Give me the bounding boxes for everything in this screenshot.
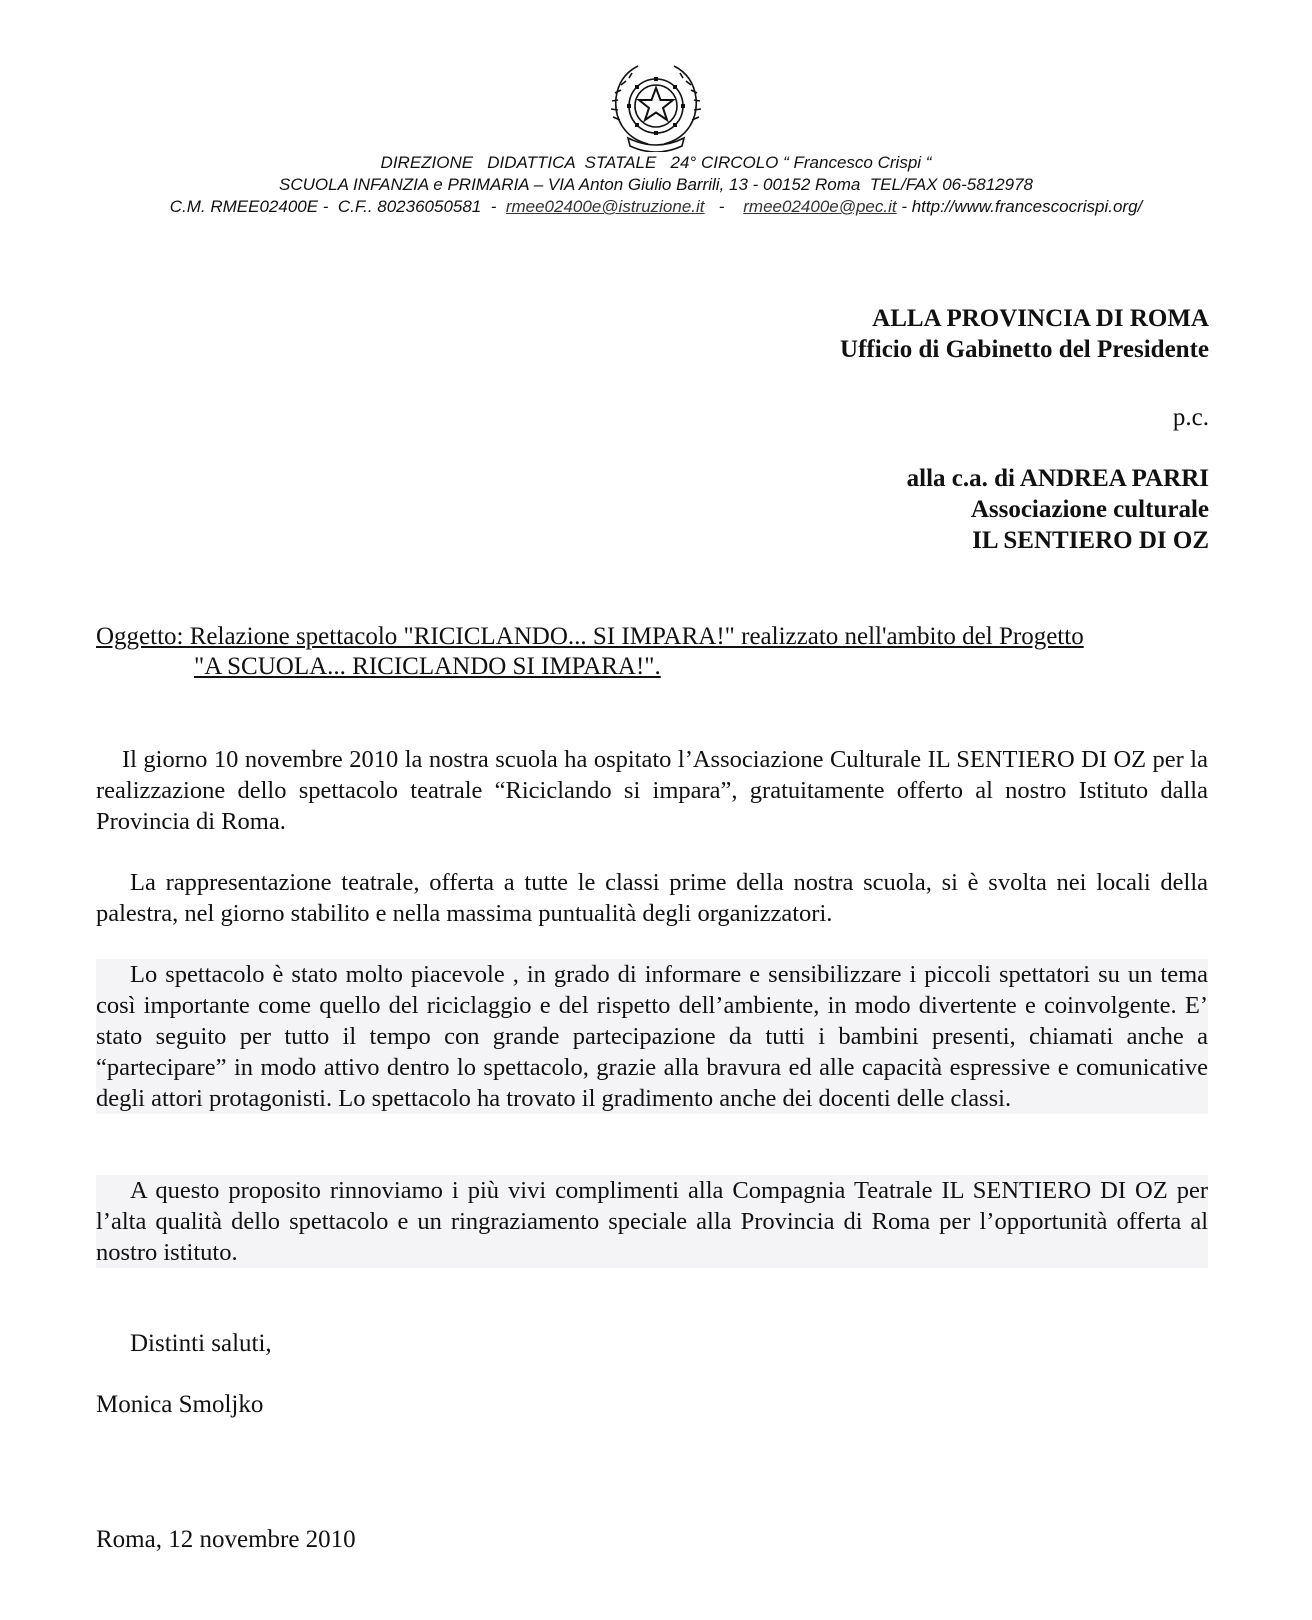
website-link[interactable]: - http://www.francescocrispi.org/ — [896, 197, 1143, 216]
republic-emblem-icon — [608, 60, 704, 152]
date-line: Roma, 12 novembre 2010 — [96, 1526, 356, 1553]
body-paragraph-2: La rappresentazione teatrale, offerta a tutte le classi prime della nostra scuola, si è svolta nei locali della palestra, nel giorno stabilito e nella massima puntualità degli organizzatori. — [96, 869, 1208, 927]
email-link-istruzione[interactable]: rmee02400e@istruzione.it — [505, 197, 705, 216]
letterhead-line-3 — [60, 196, 1252, 218]
cc-block — [907, 463, 1209, 556]
pc-label: p.c. — [1172, 404, 1209, 431]
body-paragraph-3: Lo spettacolo è stato molto piacevole , in grado di informare e sensibilizzare i piccoli spettatori su un tema così importante come quello del riciclaggio e del rispetto dell’ambiente, in modo divertente e coinvolgente. E’ stato seguito per tutto il tempo con grande partecipazione da tutti i bambini presenti, chiamati anche a “partecipare” in modo attivo dentro lo spettacolo, grazie alla bravura ed alle capacità espressive e comunicative degli attori protagonisti. Lo spettacolo ha trovato il gradimento anche dei docenti delle classi. — [96, 961, 1208, 1112]
cc-line-2: Associazione culturale — [970, 496, 1209, 523]
letterhead — [60, 152, 1252, 218]
cc-line-1: alla c.a. di ANDREA PARRI — [906, 465, 1209, 492]
body-paragraph-1: Il giorno 10 novembre 2010 la nostra scuola ha ospitato l’Associazione Culturale IL SENTIERO DI OZ per la realizzazione dello spettacolo teatrale “Riciclando si impara”, gratuitamente offerto al nostro Istituto dalla Provincia di Roma. — [96, 746, 1208, 835]
body-paragraph-4: A questo proposito rinnoviamo i più vivi complimenti alla Compagnia Teatrale IL SENTIERO DI OZ per l’alta qualità dello spettacolo e un ringraziamento speciale alla Provincia di Roma per l’opportunità offerta al nostro istituto. — [96, 1177, 1208, 1266]
cc-line-3: IL SENTIERO DI OZ — [972, 527, 1209, 554]
signature-name: Monica Smoljko — [96, 1391, 264, 1418]
letterhead-line-2: SCUOLA INFANZIA e PRIMARIA – VIA Anton Giulio Barrili, 13 - 00152 Roma TEL/FAX 06-5812978 — [279, 175, 1033, 194]
recipient-block — [840, 303, 1209, 365]
letterhead-separator: - — [704, 197, 744, 216]
closing-salutation: Distinti saluti, — [130, 1330, 272, 1357]
subject-line-2: "A SCUOLA... RICICLANDO SI IMPARA!". — [194, 653, 661, 680]
subject-line-1: Oggetto: Relazione spettacolo "RICICLANDO... SI IMPARA!" realizzato nell'ambito del Progetto — [96, 623, 1084, 650]
letterhead-line-1: DIREZIONE DIDATTICA STATALE 24° CIRCOLO “ Francesco Crispi “ — [380, 153, 932, 172]
star-icon — [639, 88, 673, 120]
recipient-line-2: Ufficio di Gabinetto del Presidente — [840, 336, 1209, 363]
subject-block — [96, 622, 1206, 682]
letterhead-codes: C.M. RMEE02400E - C.F.. 80236050581 - — [169, 197, 506, 216]
recipient-line-1: ALLA PROVINCIA DI ROMA — [872, 305, 1209, 332]
email-link-pec[interactable]: rmee02400e@pec.it — [743, 197, 897, 216]
